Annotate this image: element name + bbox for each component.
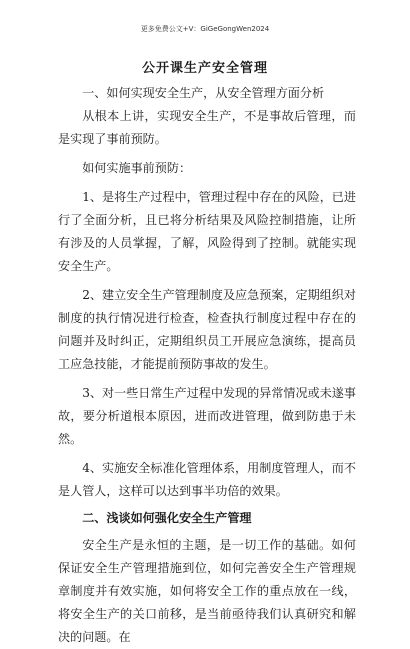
paragraph: 安全生产是永恒的主题，是一切工作的基础。如何保证安全生产管理措施到位，如何完善安全生产管理规章制度并有效实施，如何将安全工作的重点放在一线，将安全生产的关口前移，是当前亟待我们认真研究和解决的问题。在 <box>58 538 356 644</box>
section-heading-2: 二、浅谈如何强化安全生产管理 <box>82 511 252 525</box>
paragraph: 3、对一些日常生产过程中发现的异常情况或未遂事故，要分析道根本原因，进而改进管理，做到防患于未然。 <box>58 386 356 446</box>
header-note: 更多免费公文+V：GiGeGongWen2024 <box>140 25 270 33</box>
paragraph: 4、实施安全标准化管理体系，用制度管理人，而不是人管人，这样可以达到事半功倍的效果。 <box>58 461 356 498</box>
paragraph: 从根本上讲，实现安全生产，不是事故后管理，而是实现了事前预防。 <box>58 109 356 146</box>
paragraph: 2、建立安全生产管理制度及应急预案，定期组织对制度的执行情况进行检查，检查执行制度过程中存在的问题并及时纠正，定期组织员工开展应急演练，提高员工应急技能，才能提前预防事故的发生。 <box>58 288 356 371</box>
document-body <box>58 82 356 649</box>
paragraph: 如何实施事前预防： <box>82 161 192 175</box>
paragraph: 1、是将生产过程中，管理过程中存在的风险，已进行了全面分析，且已将分析结果及风险控制措施，让所有涉及的人员掌握，了解，风险得到了控制。就能实现安全生产。 <box>58 190 356 273</box>
section-heading-1: 一、如何实现安全生产，从安全管理方面分析 <box>82 86 325 100</box>
document-title: 公开课生产安全管理 <box>141 61 268 76</box>
